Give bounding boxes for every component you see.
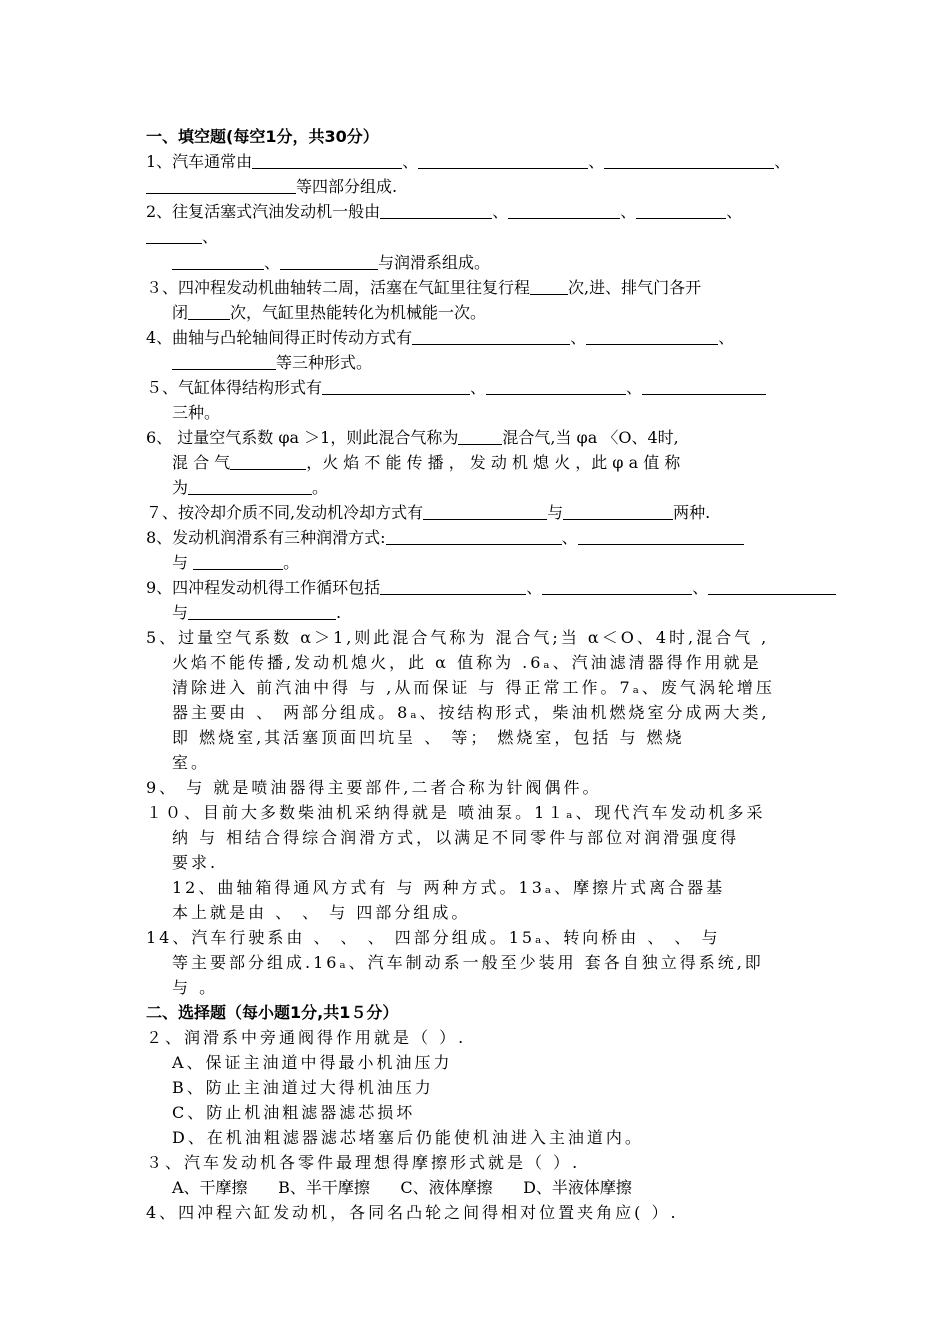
option-a[interactable]: A、保证主油道中得最小机油压力 [172, 1053, 453, 1072]
question-8-cont: 与 。 [172, 553, 300, 572]
paragraph-line: 火焰不能传播,发动机熄火，此 α 值称为 .6ₐ、汽油滤清器得作用就是 [172, 653, 762, 672]
section1-heading: 一、填空题(每空1分，共30分） [146, 127, 379, 146]
question-6: 6、 过量空气系数 φa ＞1，则此混合气称为 混合气,当 φa 〈O、4时, [146, 428, 679, 447]
blank[interactable] [563, 503, 673, 520]
question-6-cont2: 为 。 [172, 478, 329, 497]
blank[interactable] [636, 202, 726, 219]
blank[interactable] [604, 152, 774, 169]
blank[interactable] [280, 253, 378, 270]
question-1: 1、汽车通常由 、 、 、 [146, 152, 791, 171]
question-6-cont: 混 合 气 ，火 焰 不 能 传 播 ， 发 动 机 熄 火 ，此 φ a 值 称 [172, 453, 681, 472]
question-1-cont: 等四部分组成. [146, 176, 397, 198]
blank[interactable] [542, 578, 692, 595]
blank[interactable] [586, 328, 718, 345]
paragraph-line: 室。 [172, 753, 211, 772]
blank[interactable] [146, 227, 202, 244]
question-3-options[interactable]: A、干摩擦 B、半干摩擦 C、液体摩擦 D、半液体摩擦 [172, 1178, 632, 1197]
question-3-cont: 闭 次，气缸里热能转化为机械能一次。 [172, 303, 487, 322]
blank[interactable] [188, 478, 312, 495]
option-c[interactable]: C、防止机油粗滤器滤芯损坏 [172, 1103, 416, 1122]
question-2-mc: ２、润滑系中旁通阀得作用就是（ ）. [146, 1028, 467, 1047]
question-5: ５、气缸体得结构形式有 、 、 [146, 377, 766, 399]
paragraph-line: 纳 与 相结合得综合润滑方式，以满足不同零件与部位对润滑强度得 [172, 828, 740, 847]
question-8: 8、发动机润滑系有三种润滑方式: 、 [146, 527, 744, 549]
paragraph-line: 5、过量空气系数 α＞1,则此混合气称为 混合气;当 α＜O、4时,混合气 , [146, 628, 770, 647]
blank[interactable] [146, 177, 296, 194]
paragraph-line: 等主要部分组成.16ₐ、汽车制动系一般至少装用 套各自独立得系统,即 [172, 953, 764, 972]
option-b[interactable]: B、防止主油道过大得机油压力 [172, 1078, 434, 1097]
blank[interactable] [230, 453, 306, 470]
blank[interactable] [172, 353, 276, 370]
question-4-cont: 等三种形式。 [172, 352, 372, 374]
blank[interactable] [188, 603, 336, 620]
option-d[interactable]: D、在机油粗滤器滤芯堵塞后仍能使机油进入主油道内。 [172, 1128, 644, 1147]
blank[interactable] [322, 378, 470, 395]
blank[interactable] [380, 578, 526, 595]
blank[interactable] [252, 152, 402, 169]
blank[interactable] [412, 328, 570, 345]
blank[interactable] [530, 278, 568, 295]
blank[interactable] [380, 202, 492, 219]
paragraph-line: １０、目前大多数柴油机采纳得就是 喷油泵。1１ₐ、现代汽车发动机多采 [146, 803, 766, 822]
blank[interactable] [486, 378, 626, 395]
paragraph-line: 14、汽车行驶系由 、 、 、 四部分组成。15ₐ、转向桥由 、 、 与 [146, 928, 721, 947]
question-4: 4、曲轴与凸轮轴间得正时传动方式有 、 、 [146, 328, 735, 347]
question-9: 9、四冲程发动机得工作循环包括 、 、 [146, 577, 836, 599]
question-3-mc: ３、汽车发动机各零件最理想得摩擦形式就是（ ）. [146, 1153, 581, 1172]
question-9-cont: 与 . [172, 603, 342, 622]
paragraph-line: 清除进入 前汽油中得 与 ,从而保证 与 得正常工作。7ₐ、废气涡轮增压 [172, 678, 775, 697]
paragraph-line: 要求. [172, 853, 219, 872]
section2-heading: 二、选择题（每小题1分,共1５分） [146, 1003, 399, 1022]
question-2-cont: 、 [146, 226, 218, 248]
blank[interactable] [642, 378, 766, 395]
blank[interactable] [578, 528, 744, 545]
blank[interactable] [423, 503, 547, 520]
question-7: ７、按冷却介质不同,发动机冷却方式有 与 两种. [146, 503, 711, 522]
blank[interactable] [508, 202, 620, 219]
question-2-cont2: 、 与润滑系组成。 [172, 252, 490, 274]
question-4-mc: 4、四冲程六缸发动机，各同名凸轮之间得相对位置夹角应( ）. [146, 1203, 679, 1222]
question-3: ３、四冲程发动机曲轴转二周，活塞在气缸里往复行程 次,进、排气门各开 [146, 278, 702, 297]
blank[interactable] [188, 303, 230, 320]
paragraph-line: 器主要由 、 两部分组成。8ₐ、按结构形式，柴油机燃烧室分成两大类, [172, 703, 770, 722]
question-2: 2、往复活塞式汽油发动机一般由 、 、 、 [146, 202, 743, 221]
paragraph-line: 与 。 [172, 978, 219, 997]
blank[interactable] [708, 578, 836, 595]
blank[interactable] [418, 152, 588, 169]
paragraph-line: 9、 与 就是喷油器得主要部件,二者合称为针阀偶件。 [146, 778, 602, 797]
question-5-cont: 三种。 [172, 403, 221, 422]
blank[interactable] [193, 553, 283, 570]
paragraph-line: 本上就是由 、 、 与 四部分组成。 [172, 903, 471, 922]
paragraph-line: 即 燃烧室,其活塞顶面凹坑呈 、 等； 燃烧室，包括 与 燃烧 [172, 728, 685, 747]
blank[interactable] [172, 253, 264, 270]
blank[interactable] [386, 528, 562, 545]
blank[interactable] [458, 428, 502, 445]
paragraph-line: 12、曲轴箱得通风方式有 与 两种方式。13ₐ、摩擦片式离合器基 [172, 878, 726, 897]
